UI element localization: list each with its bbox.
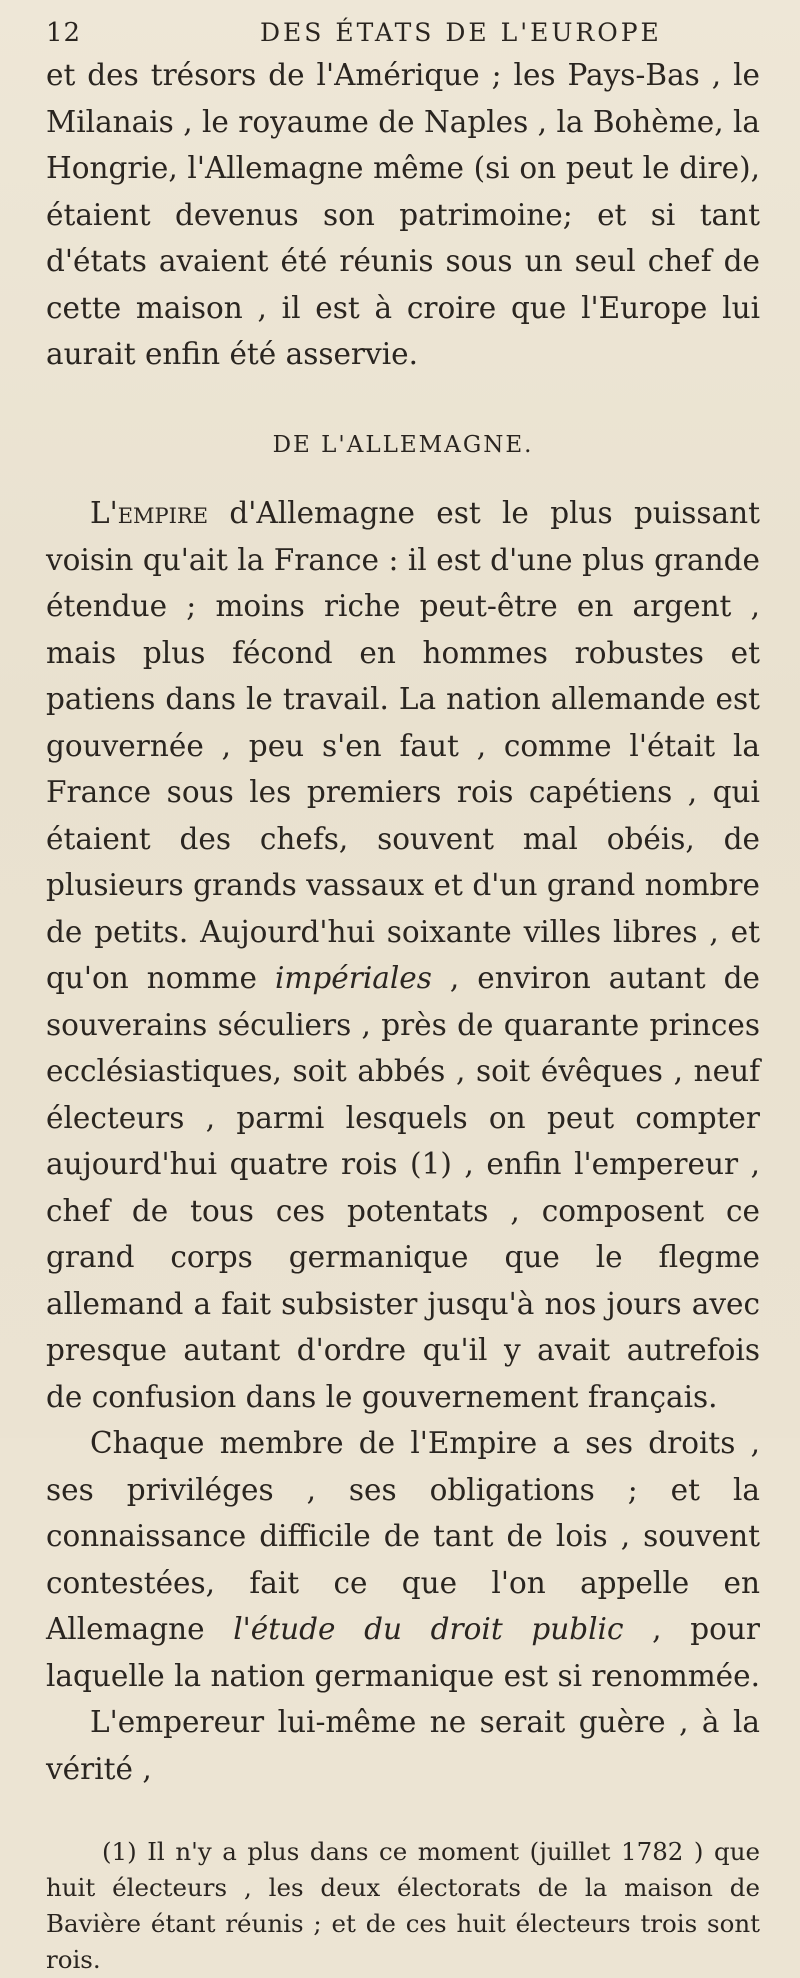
footnote: (1) Il n'y a plus dans ce moment (juillet 1782 ) que huit électeurs , les deux électorats de la maison de Bavière étant réunis ; et de ces huit électeurs trois sont rois.: [46, 1837, 760, 1974]
main-text: [46, 52, 760, 1792]
paragraph-empire-part-1: d'Allemagne est le plus puissant voisin qu'ait la France : il est d'une plus grande étendue ; moins riche peut-être en argent , mais plus fécond en hommes robustes et patiens dans le travail. La nation allemande est gouvernée , peu s'en faut , comme l'était la France sous les premiers rois capétiens , qui étaient des chefs, souvent mal obéis, de plusieurs grands vassaux et d'un grand nombre de petits. Aujourd'hui soixante villes libres , et qu'on nomme: [46, 496, 760, 995]
paragraph-droits: [46, 1420, 760, 1699]
paragraph-empire-part-2: , environ autant de souverains séculiers , près de quarante princes ecclésiastiques, soit abbés , soit évêques , neuf électeurs , parmi lesquels on peut compter aujourd'hui quatre rois (1) , enfin l'empereur , chef de tous ces potentats , composent ce grand corps germanique que le flegme allemand a fait subsister jusqu'à nos jours avec presque autant d'ordre qu'il y avait autrefois de confusion dans le gouvernement français.: [46, 961, 760, 1414]
page-header: [46, 18, 760, 52]
paragraph-empire: [46, 490, 760, 1420]
page-number: 12: [46, 18, 82, 48]
paragraph-intro: et des trésors de l'Amérique ; les Pays-Bas , le Milanais , le royaume de Naples , la Bohème, la Hongrie, l'Allemagne même (si on peut le dire), étaient devenus son patrimoine; et si tant d'états avaient été réunis sous un seul chef de cette maison , il est à croire que l'Europe lui aurait enfin été asservie.: [46, 58, 760, 371]
paragraph-droits-part-1: Chaque membre de l'Empire a ses droits , ses priviléges , ses obligations ; et la connaissance difficile de tant de lois , souvent contestées, fait ce que l'on appelle en Allemagne: [46, 1426, 760, 1646]
paragraph-droits-part-2: , pour laquelle la nation germanique est si renommée.: [46, 1612, 760, 1693]
italic-imperiales: impériales: [274, 961, 432, 995]
section-heading: DE L'ALLEMAGNE.: [272, 431, 534, 458]
lead-word: L'empire: [90, 496, 209, 530]
running-title: DES ÉTATS DE L'EUROPE: [260, 18, 662, 47]
italic-droit-public: l'étude du droit public: [233, 1612, 624, 1646]
paragraph-empereur: L'empereur lui-même ne serait guère , à la vérité ,: [46, 1705, 760, 1786]
